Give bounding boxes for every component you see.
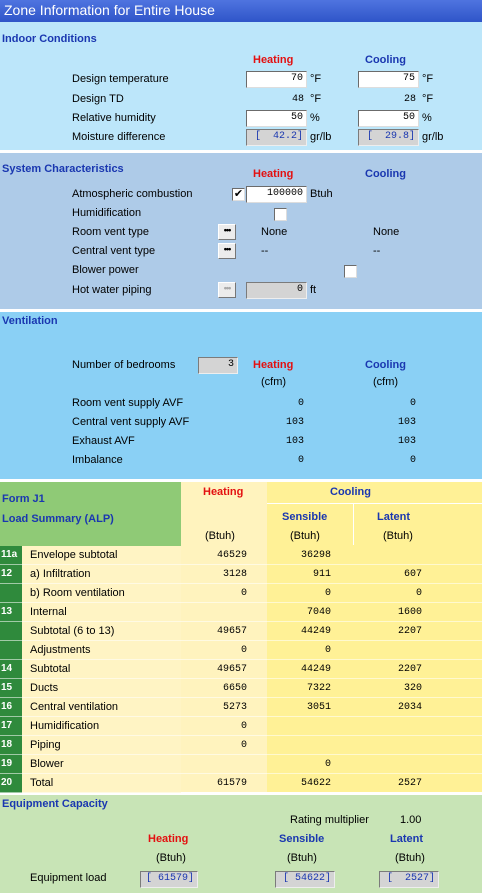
row-number: 12 [0,565,22,584]
form-j1-title: Form J1 [2,493,45,505]
row-sensible-value: 7040 [306,607,331,618]
ventilation-heading: Ventilation [2,315,58,327]
row-label: Humidification [22,717,181,736]
central-vent-heating-value: -- [261,245,269,257]
blower-power-label: Blower power [72,264,139,276]
window-title: Zone Information for Entire House [0,0,482,22]
row-sensible-value: 44249 [300,664,331,675]
row-heating-value [181,755,247,774]
row-number: 15 [0,679,22,698]
imbalance-heating: 0 [297,455,304,466]
row-label: a) Infiltration [22,565,181,584]
row-latent-value: 607 [403,569,422,580]
row-sensible-value: 7322 [306,683,331,694]
ventilation-heating-header: Heating [253,359,294,371]
room-vent-type-label: Room vent type [72,226,150,238]
row-latent-value: 2034 [397,702,422,713]
row-sensible-value [267,736,331,755]
design-temperature-label: Design temperature [72,73,169,85]
row-sensible-value: 36298 [300,550,331,561]
equipment-load-sensible: [ 54622] [275,871,335,888]
row-label: Subtotal (6 to 13) [22,622,181,641]
row-number: 19 [0,755,22,774]
heating-relative-humidity-input[interactable]: 50 [246,110,307,127]
rating-multiplier-value: 1.00 [400,814,422,826]
row-latent-value: 2207 [397,626,422,637]
room-vent-supply-label: Room vent supply AVF [72,397,184,409]
row-heating-value: 0 [240,588,247,599]
formj1-sensible-header: Sensible [282,511,328,523]
humidification-label: Humidification [72,207,142,219]
row-label: Internal [22,603,181,622]
row-latent-value: 1600 [397,607,422,618]
cooling-moisture-difference-value: [ 29.8] [358,129,419,146]
blower-power-checkbox[interactable] [344,265,357,278]
hot-water-piping-unit: ft [310,284,317,296]
indoor-heating-header: Heating [253,54,294,66]
row-number: 11a [0,546,22,565]
room-vent-supply-cooling: 0 [409,398,416,409]
row-sensible-value: 911 [312,569,331,580]
cooling-header-divider [267,503,482,504]
room-vent-supply-heating: 0 [297,398,304,409]
central-vent-supply-cooling: 103 [397,417,416,428]
row-label: Blower [22,755,181,774]
central-vent-supply-label: Central vent supply AVF [72,416,190,428]
row-label: b) Room ventilation [22,584,181,603]
row-number: 20 [0,774,22,793]
heating-temp-unit: °F [310,73,322,85]
row-latent-value [354,755,422,774]
row-label: Envelope subtotal [22,546,181,565]
row-heating-value: 0 [240,721,247,732]
exhaust-avf-cooling: 103 [397,436,416,447]
cooling-design-td-value: 28 [403,94,416,105]
formj1-cooling-header: Cooling [330,486,371,498]
row-heating-value: 5273 [222,702,247,713]
ventilation-cooling-unit: (cfm) [373,376,399,388]
cooling-temp-unit: °F [422,73,434,85]
row-number [0,641,22,660]
row-label: Total [22,774,181,793]
row-number [0,622,22,641]
rating-multiplier-label: Rating multiplier [290,814,369,826]
equipment-load-latent: [ 2527] [379,871,439,888]
system-characteristics-heading: System Characteristics [2,163,124,175]
central-vent-cooling-value: -- [373,245,381,257]
row-heating-value: 3128 [222,569,247,580]
heating-design-td-value: 48 [291,94,304,105]
formj1-latent-header: Latent [377,511,410,523]
room-vent-cooling-value: None [373,226,400,238]
formj1-latent-unit: (Btuh) [383,530,413,542]
heating-humidity-unit: % [310,112,320,124]
system-heating-header: Heating [253,168,294,180]
row-heating-value: 61579 [216,778,247,789]
row-heating-value: 49657 [216,664,247,675]
btuh-unit: Btuh [310,188,333,200]
row-number: 18 [0,736,22,755]
number-of-bedrooms-input[interactable]: 3 [198,357,238,374]
row-heating-value: 49657 [216,626,247,637]
cooling-moisture-unit: gr/lb [422,131,444,143]
formj1-heating-header: Heating [203,486,244,498]
central-vent-type-button[interactable]: ••• [218,243,236,259]
cooling-td-unit: °F [422,93,434,105]
row-latent-value: 0 [415,588,422,599]
humidification-checkbox[interactable] [274,208,287,221]
row-label: Piping [22,736,181,755]
design-td-label: Design TD [72,93,124,105]
row-label: Subtotal [22,660,181,679]
equipment-sensible-unit: (Btuh) [287,852,317,864]
central-vent-supply-heating: 103 [285,417,304,428]
cooling-design-temperature-input[interactable]: 75 [358,71,419,88]
sensible-latent-divider [353,504,354,545]
row-divider [0,792,482,793]
row-latent-value [354,641,422,660]
number-of-bedrooms-label: Number of bedrooms [72,359,176,371]
imbalance-cooling: 0 [409,455,416,466]
row-latent-value [354,736,422,755]
row-number: 16 [0,698,22,717]
indoor-conditions-heading: Indoor Conditions [2,33,97,45]
formj1-sensible-unit: (Btuh) [290,530,320,542]
row-heating-value [181,603,247,622]
row-label: Central ventilation [22,698,181,717]
row-latent-value [354,717,422,736]
row-latent-value: 2527 [397,778,422,789]
equipment-heating-header: Heating [148,833,189,845]
row-sensible-value [267,717,331,736]
row-latent-value: 320 [403,683,422,694]
row-number: 13 [0,603,22,622]
row-sensible-value: 0 [324,588,331,599]
row-number: 17 [0,717,22,736]
row-number: 14 [0,660,22,679]
equipment-heating-unit: (Btuh) [156,852,186,864]
equipment-latent-unit: (Btuh) [395,852,425,864]
cooling-relative-humidity-input[interactable]: 50 [358,110,419,127]
cooling-humidity-unit: % [422,112,432,124]
equipment-load-label: Equipment load [30,872,107,884]
hot-water-piping-label: Hot water piping [72,284,152,296]
heating-design-temperature-input[interactable]: 70 [246,71,307,88]
row-heating-value: 0 [240,645,247,656]
equipment-latent-header: Latent [390,833,423,845]
row-heating-value: 46529 [216,550,247,561]
row-label: Ducts [22,679,181,698]
row-sensible-value: 54622 [300,778,331,789]
room-vent-type-button[interactable]: ••• [218,224,236,240]
room-vent-heating-value: None [261,226,288,238]
heating-btuh-input[interactable]: 100000 [246,186,307,203]
row-latent-value: 2207 [397,664,422,675]
row-sensible-value: 44249 [300,626,331,637]
system-cooling-header: Cooling [365,168,406,180]
heating-moisture-difference-value: [ 42.2] [246,129,307,146]
heating-moisture-unit: gr/lb [310,131,332,143]
atmospheric-combustion-label: Atmospheric combustion [72,188,193,200]
row-latent-value [354,546,422,565]
equipment-sensible-header: Sensible [279,833,325,845]
moisture-difference-label: Moisture difference [72,131,166,143]
exhaust-avf-heating: 103 [285,436,304,447]
equipment-load-heating: [ 61579] [140,871,198,888]
row-heating-value: 0 [240,740,247,751]
atmospheric-combustion-checkbox[interactable]: ✔ [233,188,244,200]
heating-td-unit: °F [310,93,322,105]
central-vent-type-label: Central vent type [72,245,156,257]
indoor-cooling-header: Cooling [365,54,406,66]
row-sensible-value: 3051 [306,702,331,713]
row-sensible-value: 0 [324,759,331,770]
equipment-capacity-heading: Equipment Capacity [2,798,108,810]
load-summary-title: Load Summary (ALP) [2,513,114,525]
row-number [0,584,22,603]
imbalance-label: Imbalance [72,454,123,466]
ventilation-heating-unit: (cfm) [261,376,287,388]
relative-humidity-label: Relative humidity [72,112,156,124]
formj1-heating-unit: (Btuh) [205,530,235,542]
hot-water-piping-input[interactable]: 0 [246,282,307,299]
row-label: Adjustments [22,641,181,660]
row-sensible-value: 0 [324,645,331,656]
row-heating-value: 6650 [222,683,247,694]
ventilation-cooling-header: Cooling [365,359,406,371]
hot-water-piping-button[interactable]: ••• [218,282,236,298]
exhaust-avf-label: Exhaust AVF [72,435,135,447]
